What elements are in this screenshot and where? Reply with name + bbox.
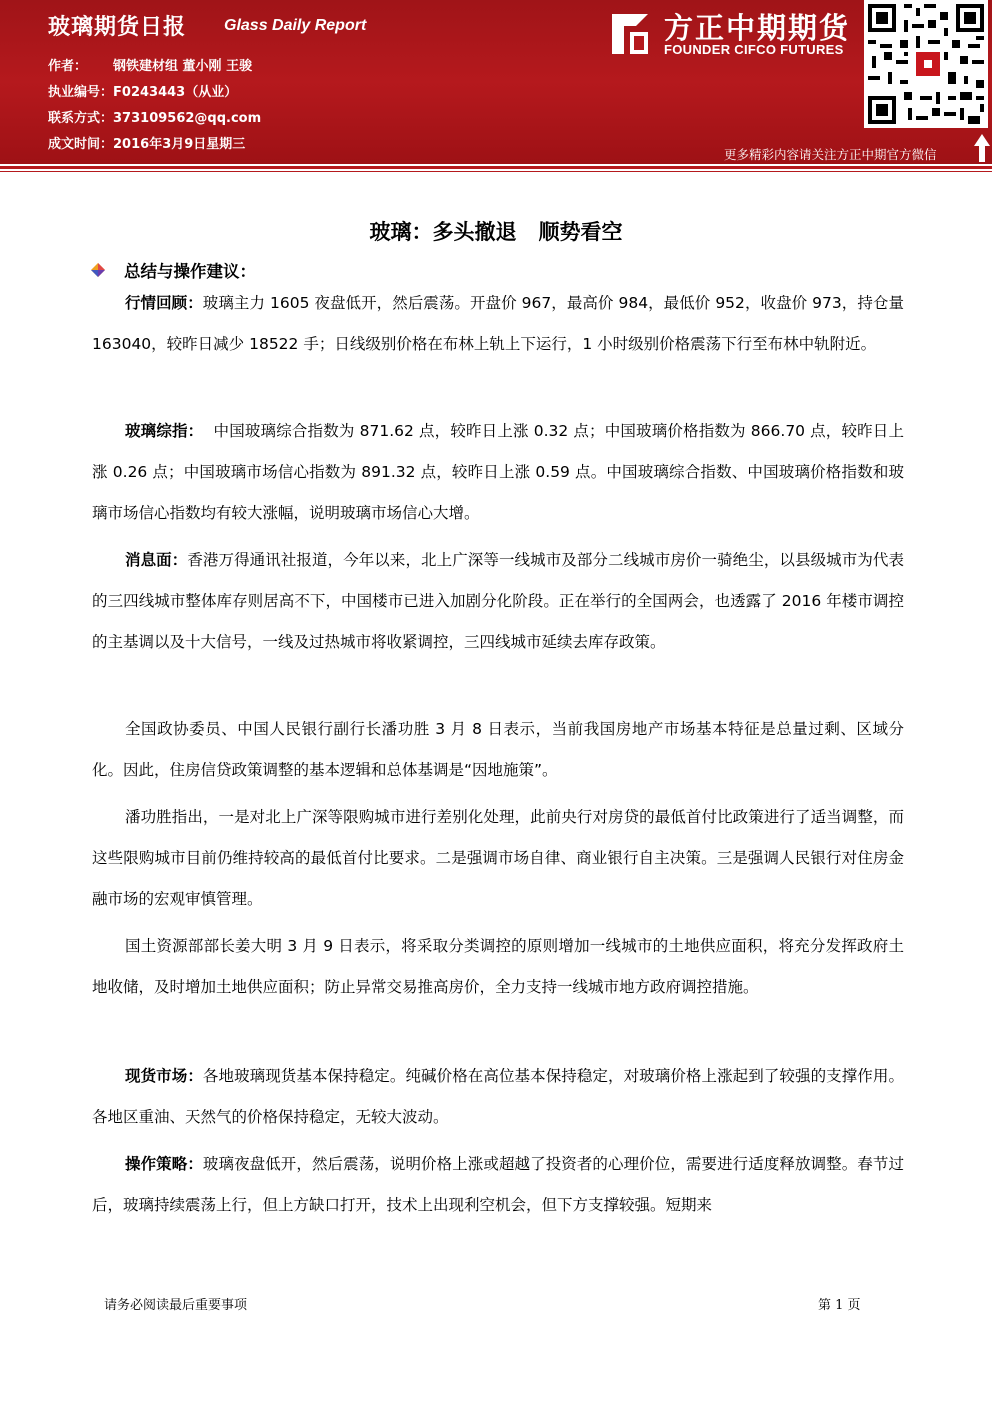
meta-key: 成文时间： (48, 137, 114, 152)
paragraph-text: 香港万得通讯社报道，今年以来，北上广深等一线城市及部分二线城市房价一骑绝尘，以县级城市为代表的三四线城市整体库存则居高不下，中国楼市已进入加剧分化阶段。正在举行的全国两会，也透露了 2016 年楼市调控的主基调以及十大信号，一线及过热城市将收紧调控，三四线城市延续去库存政策。 (92, 551, 904, 651)
meta-date (48, 133, 245, 152)
footer-disclaimer: 请务必阅读最后重要事项 (104, 1298, 248, 1313)
paragraph-text: 玻璃主力 1605 夜盘低开，然后震荡。开盘价 967，最高价 984，最低价 952，收盘价 973，持仓量 163040，较昨日减少 18522 手；日线级别价格在布林上轨上下运行，1 小时级别价格震荡下行至布林中轨附近。 (92, 294, 904, 353)
meta-key: 作者： (48, 59, 88, 74)
paragraph-lead: 消息面： (125, 551, 188, 569)
paragraph-news-land (92, 926, 904, 1008)
paragraph-text: 全国政协委员、中国人民银行副行长潘功胜 3 月 8 日表示，当前我国房地产市场基本特征是总量过剩、区域分化。因此，住房信贷政策调整的基本逻辑和总体基调是“因地施策”。 (92, 720, 904, 779)
paragraph-news (92, 540, 904, 663)
paragraph-strategy (92, 1144, 904, 1226)
report-title-en: Glass Daily Report (224, 17, 367, 34)
qr-code-icon (864, 0, 988, 128)
meta-value: F0243443（从业） (113, 85, 238, 100)
report-title-cn: 玻璃期货日报 (48, 15, 187, 40)
paragraph-lead: 操作策略： (125, 1155, 203, 1173)
paragraph-news-pbc (92, 709, 904, 791)
paragraph-news-pan (92, 797, 904, 920)
paragraph-text: 中国玻璃综合指数为 871.62 点，较昨日上涨 0.32 点；中国玻璃价格指数为 866.70 点，较昨日上涨 0.26 点；中国玻璃市场信心指数为 891.32 点，较昨日上涨 0.59 点。中国玻璃综合指数、中国玻璃价格指数和玻璃市场信心指数均有较大涨幅，说明玻璃市场信心大增。 (92, 422, 904, 522)
arrow-up-icon (974, 134, 990, 162)
paragraph-spot-market (92, 1056, 904, 1138)
meta-value: 373109562@qq.com (113, 111, 262, 126)
meta-author (48, 55, 252, 74)
paragraph-lead: 行情回顾： (125, 294, 203, 312)
header-divider (0, 166, 992, 169)
page-number: 第 1 页 (818, 1298, 861, 1313)
document-title: 玻璃：多头撤退 顺势看空 (369, 220, 623, 244)
paragraph-text: 国土资源部部长姜大明 3 月 9 日表示，将采取分类调控的原则增加一线城市的土地供应面积，将充分发挥政府土地收储，及时增加土地供应面积；防止异常交易推高房价，全力支持一线城市地方政府调控措施。 (92, 937, 904, 996)
meta-key: 执业编号： (48, 85, 114, 100)
company-name-cn: 方正中期期货 (664, 11, 851, 45)
section-heading-text: 总结与操作建议： (124, 262, 256, 281)
meta-value: 2016年3月9日星期三 (113, 137, 246, 152)
paragraph-lead: 现货市场： (125, 1067, 203, 1085)
paragraph-text: 潘功胜指出，一是对北上广深等限购城市进行差别化处理，此前央行对房贷的最低首付比政策进行了适当调整，而这些限购城市目前仍维持较高的最低首付比要求。二是强调市场自律、商业银行自主决策。三是强调人民银行对住房金融市场的宏观审慎管理。 (92, 808, 904, 908)
company-name-en: FOUNDER CIFCO FUTURES (664, 42, 844, 57)
meta-key: 联系方式： (48, 111, 114, 126)
header-divider-thin (0, 171, 992, 172)
meta-contact (48, 107, 261, 126)
wechat-follow-note: 更多精彩内容请关注方正中期官方微信 (724, 147, 937, 162)
paragraph-text: 玻璃夜盘低开，然后震荡，说明价格上涨或超越了投资者的心理价位，需要进行适度释放调整。春节过后，玻璃持续震荡上行，但上方缺口打开，技术上出现利空机会，但下方支撑较强。短期来 (92, 1155, 904, 1214)
section-heading (90, 258, 256, 282)
paragraph-glass-index (92, 411, 904, 534)
paragraph-market-review (92, 283, 904, 365)
paragraph-text: 各地玻璃现货基本保持稳定。纯碱价格在高位基本保持稳定，对玻璃价格上涨起到了较强的支撑作用。各地区重油、天然气的价格保持稳定，无较大波动。 (92, 1067, 904, 1126)
section-bullet-icon (90, 262, 106, 278)
founder-logo-icon (604, 8, 656, 60)
meta-license (48, 81, 237, 100)
paragraph-lead: 玻璃综指： (125, 422, 204, 440)
meta-value: 钢铁建材组 董小刚 王骏 (113, 59, 253, 74)
